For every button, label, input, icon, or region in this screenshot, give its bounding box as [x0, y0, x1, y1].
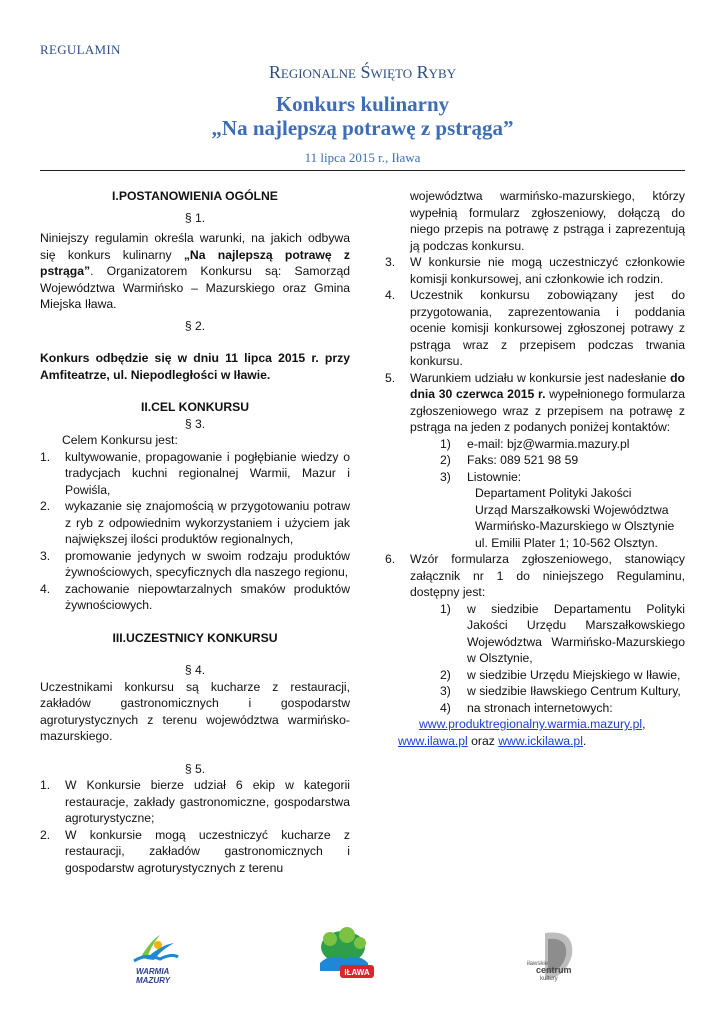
list-item: 1. W Konkursie bierze udział 6 ekip w kategorii restauracje, zakłady gastronomiczne, gospodarstwa agroturystyczne; — [40, 778, 350, 825]
warmia-mazury-logo — [134, 935, 178, 985]
svg-text:WARMIA: WARMIA — [136, 967, 170, 976]
links-line-1: www.produktregionalny.warmia.mazury.pl, — [419, 717, 646, 731]
list-item-continuation: województwa warmińsko-mazurskiego, którzy wypełnią formularz zgłoszeniowy, dołączą do niego przepis na potrawę z pstrąga i zaprezentują ją podczas konkursu. — [410, 189, 685, 253]
event-date: 11 lipca 2015 r., Iława — [304, 150, 421, 165]
link-ilawa[interactable]: www.ilawa.pl — [398, 733, 468, 748]
contest-title-line2: „Na najlepszą potrawę z pstrąga” — [211, 116, 514, 140]
list-item: 2. wykazanie się znajomością w przygotowaniu potraw z ryb z odpowiednim wykorzystaniem i użyciem jak największej ilości produktów regionalnych, — [40, 499, 350, 546]
links-line-2: www.ilawa.pl oraz www.ickilawa.pl. — [398, 733, 587, 748]
availability-item: 4) na stronach internetowych: — [440, 700, 613, 715]
paragraph-4: Uczestnikami konkursu są kucharze z restauracji, zakładów gastronomicznych i gospodarstw agroturystycznych z terenu województwa warmińsko-mazurskiego. — [40, 679, 350, 743]
event-title: Regionalne Święto Ryby — [268, 62, 457, 82]
paragraph-label: § 4. — [184, 663, 206, 677]
section-heading-participants: III.UCZESTNICY KONKURSU — [112, 630, 278, 645]
right-column — [385, 188, 685, 749]
list-item: 4. Uczestnik konkursu zobowiązany jest do przygotowania, zaprezentowania i poddania ocenie komisji konkursowej zgłoszonej potrawy z pstrąga wraz z przepisem podczas trwania konkursu. — [385, 288, 685, 368]
paragraph-label: § 3. — [184, 416, 206, 431]
list-item: 1. kultywowanie, propagowanie i pogłębianie wiedzy o tradycjach kuchni regionalnej Warmii, Mazur i Powiśla, — [40, 449, 350, 497]
address-line: Departament Polityki Jakości — [475, 486, 632, 500]
availability-item: 3) w siedzibie Iławskiego Centrum Kultury, — [440, 684, 681, 698]
contact-item: 3) Listownie: — [440, 469, 522, 484]
ick-logo — [527, 932, 572, 982]
svg-text:iławskie: iławskie — [527, 961, 549, 967]
paragraph-2: Konkurs odbędzie się w dniu 11 lipca 2015 r. przy Amfiteatrze, ul. Niepodległości w Iławie. — [40, 351, 350, 382]
svg-text:MAZURY: MAZURY — [136, 976, 171, 985]
paragraph-1: Niniejszy regulamin określa warunki, na jakich odbywa się konkurs kulinarny „Na najlepszą potrawę z pstrąga”. Organizatorem Konkursu są: Samorząd Województwa Warmińsko – Mazurskiego oraz Gmina Miejska Iława. — [40, 231, 350, 311]
list-item: 5. Warunkiem udziału w konkursie jest nadesłanie do dnia 30 czerwca 2015 r. wypełnionego formularza zgłoszeniowego wraz z przepisem na potrawę z pstrąga na jeden z podanych poniżej kontaktów: — [385, 370, 685, 434]
availability-item: 2) w siedzibie Urzędu Miejskiego w Iławie, — [440, 667, 681, 682]
section-heading-general: I.POSTANOWIENIA OGÓLNE — [112, 189, 278, 203]
address-line: ul. Emilii Plater 1; 10-562 Olsztyn. — [475, 535, 658, 550]
contest-title — [0, 92, 725, 140]
list-item: 2. W konkursie mogą uczestniczyć kucharze z restauracji, zakładów gastronomicznych i gospodarstw agroturystycznych z terenu — [40, 827, 350, 875]
ilawa-logo — [320, 927, 374, 978]
svg-text:kultury: kultury — [540, 976, 558, 982]
list-item: 3. W konkursie nie mogą uczestniczyć członkowie komisji konkursowej, ani członkowie ich rodzin. — [385, 255, 685, 286]
paragraph-label: § 1. — [184, 210, 206, 225]
left-column — [40, 188, 350, 876]
link-produktregionalny[interactable]: www.produktregionalny.warmia.mazury.pl — [419, 717, 643, 731]
paragraph-label: § 5. — [184, 761, 206, 776]
contact-item: 1) e-mail: bjz@warmia.mazury.pl — [440, 436, 630, 451]
availability-item: 1) w siedzibie Departamentu Polityki Jakości Urzędu Marszałkowskiego Województwa Warmińsko-Mazurskiego w Olsztynie, — [440, 601, 685, 665]
document-label: REGULAMIN — [40, 42, 121, 57]
list-item: 6. Wzór formularza zgłoszeniowego, stanowiący załącznik nr 1 do niniejszego Regulaminu, dostępny jest: — [385, 552, 685, 599]
contest-title-line1: Konkurs kulinarny — [275, 92, 450, 116]
section-heading-goal: II.CEL KONKURSU — [140, 400, 250, 414]
contact-item: 2) Faks: 089 521 98 59 — [440, 453, 579, 467]
svg-text:IŁAWA: IŁAWA — [344, 968, 370, 977]
footer-logos — [0, 925, 725, 995]
link-ickilawa[interactable]: www.ickilawa.pl — [498, 733, 583, 748]
address-line: Warmińsko-Mazurskiego w Olsztynie — [475, 519, 675, 533]
svg-text:centrum: centrum — [536, 965, 572, 975]
paragraph-label: § 2. — [184, 318, 206, 333]
goal-intro: Celem Konkursu jest: — [62, 433, 178, 447]
list-item: 4. zachowanie niepowtarzalnych smaków produktów żywnościowych. — [40, 581, 350, 612]
logos-svg — [0, 925, 725, 995]
list-item: 3. promowanie jedynych w swoim rodzaju produktów żywnościowych, specyficznych dla naszego regionu, — [40, 548, 350, 579]
address-line: Urząd Marszałkowski Województwa — [475, 502, 669, 517]
header-divider — [40, 170, 685, 171]
